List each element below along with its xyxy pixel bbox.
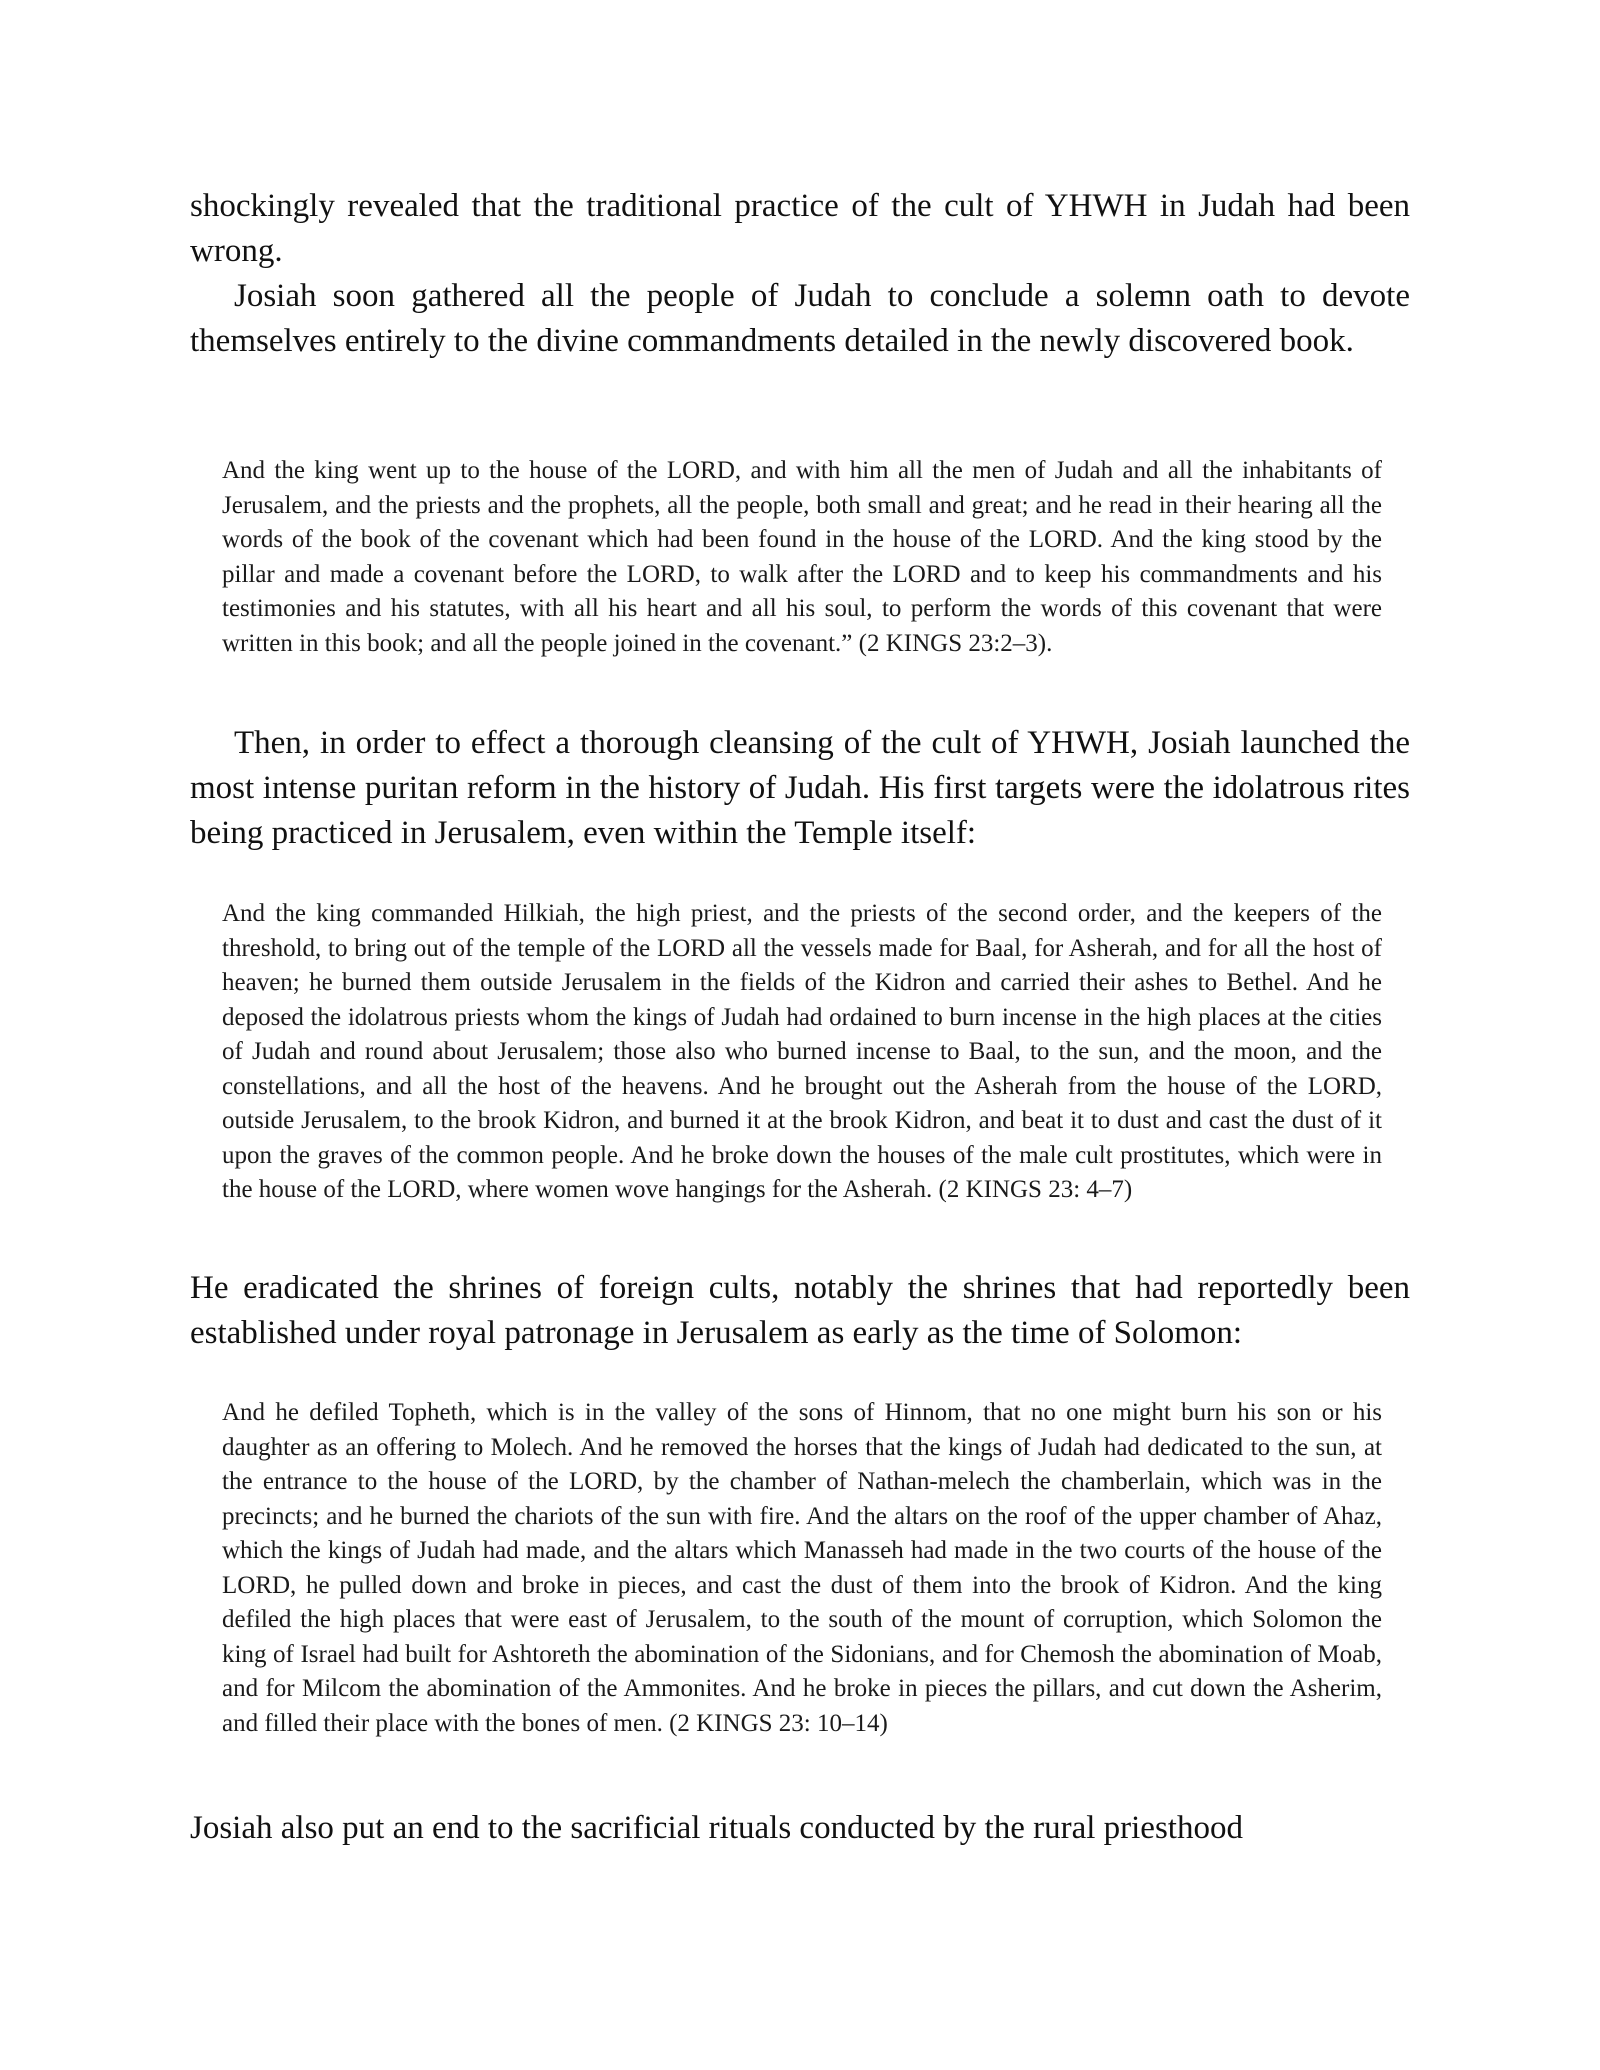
paragraph-puritan-reform: Then, in order to effect a thorough cleansing of the cult of YHWH, Josiah launched the most intense puritan reform in the history of Judah. His first targets were the idolatrous rites being practiced in Jerusalem, even within the Temple itself:	[190, 725, 1410, 851]
block-quote-temple-cleansing: And the king commanded Hilkiah, the high priest, and the priests of the second order, and the keepers of the threshold, to bring out of the temple of the LORD all the vessels made for Baal, for Asherah, and for all the host of heaven; he burned them outside Jerusalem in the fields of the Kidron and carried their ashes to Bethel. And he deposed the idolatrous priests whom the kings of Judah had ordained to burn incense in the high places at the cities of Judah and round about Jerusalem; those also who burned incense to Baal, to the sun, and the moon, and the constellations, and all the host of the heavens. And he brought out the Asherah from the house of the LORD, outside Jerusalem, to the brook Kidron, and burned it at the brook Kidron, and beat it to dust and cast the dust of it upon the graves of the common people. And he broke down the houses of the male cult prostitutes, which were in the house of the LORD, where women wove hangings for the Asherah. (2 KINGS 23: 4–7)	[222, 900, 1382, 1203]
block-quote-covenant: And the king went up to the house of the LORD, and with him all the men of Judah and all the inhabitants of Jerusalem, and the priests and the prophets, all the people, both small and great; and he read in their hearing all the words of the book of the covenant which had been found in the house of the LORD. And the king stood by the pillar and made a covenant before the LORD, to walk after the LORD and to keep his commandments and his testimonies and his statutes, with all his heart and all his soul, to perform the words of this covenant that were written in this book; and all the people joined in the covenant.” (2 KINGS 23:2–3).	[222, 457, 1382, 657]
paragraph-foreign-shrines: He eradicated the shrines of foreign cults, notably the shrines that had reportedly been established under royal patronage in Jerusalem as early as the time of Solomon:	[190, 1270, 1410, 1351]
paragraph-rural-priesthood: Josiah also put an end to the sacrificial rituals conducted by the rural priesthood	[190, 1810, 1243, 1846]
block-quote-topheth: And he defiled Topheth, which is in the valley of the sons of Hinnom, that no one might burn his son or his daughter as an offering to Molech. And he removed the horses that the kings of Judah had dedicated to the sun, at the entrance to the house of the LORD, by the chamber of Nathan-melech the chamberlain, which was in the precincts; and he burned the chariots of the sun with fire. And the altars on the roof of the upper chamber of Ahaz, which the kings of Judah had made, and the altars which Manasseh had made in the two courts of the house of the LORD, he pulled down and broke in pieces, and cast the dust of them into the brook of Kidron. And the king defiled the high places that were east of Jerusalem, to the south of the mount of corruption, which Solomon the king of Israel had built for Ashtoreth the abomination of the Sidonians, and for Chemosh the abomination of Moab, and for Milcom the abomination of the Ammonites. And he broke in pieces the pillars, and cut down the Asherim, and filled their place with the bones of men. (2 KINGS 23: 10–14)	[222, 1399, 1382, 1737]
paragraph-josiah-oath: Josiah soon gathered all the people of Judah to conclude a solemn oath to devote themselves entirely to the divine commandments detailed in the newly discovered book.	[190, 278, 1410, 359]
paragraph-continuation: shockingly revealed that the traditional practice of the cult of YHWH in Judah had been wrong.	[190, 188, 1410, 269]
